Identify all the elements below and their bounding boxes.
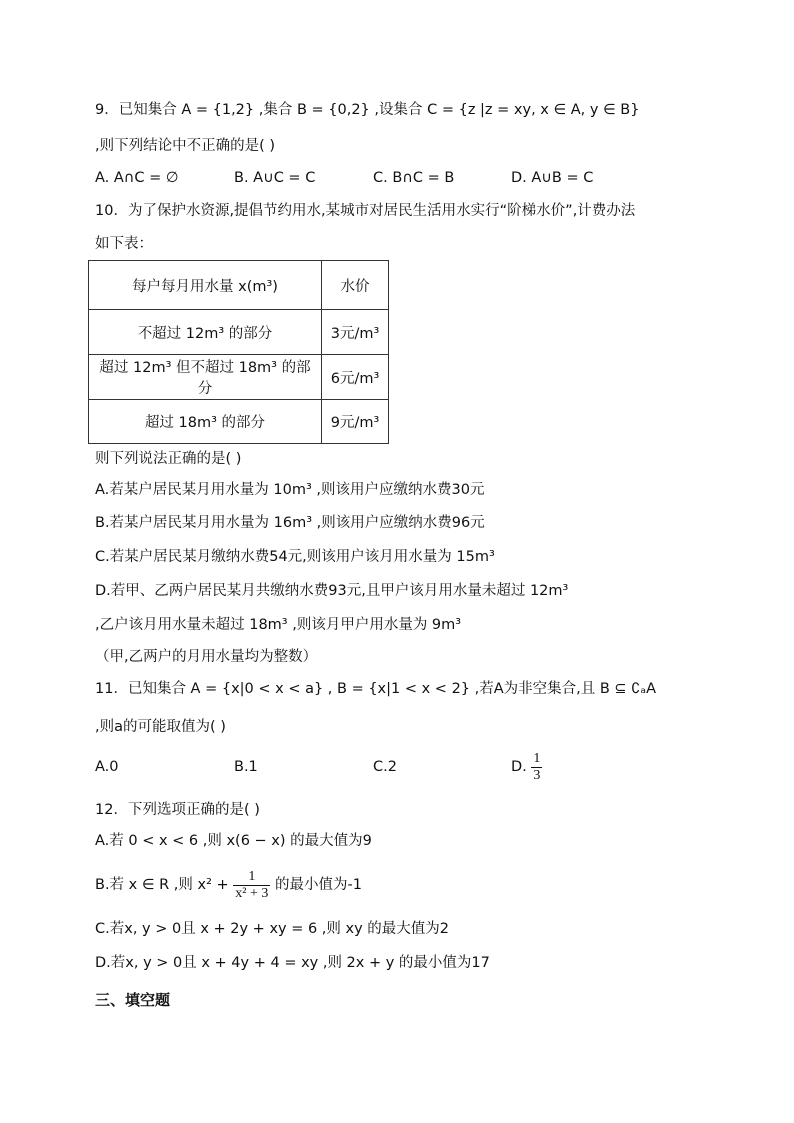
q9-option-a: A. A∩C = ∅ xyxy=(95,170,179,186)
q11-stem-continued: ,则a的可能取值为( ) xyxy=(95,719,226,735)
q12-option-b xyxy=(95,866,362,904)
q11-option-d-label: D. xyxy=(511,759,527,775)
q10-note: （甲,乙两户的月用水量均为整数） xyxy=(95,649,318,665)
table-cell-usage: 超过 18m³ 的部分 xyxy=(89,400,322,444)
fraction-numerator: 1 xyxy=(233,869,270,886)
table-cell-usage: 超过 12m³ 但不超过 18m³ 的部分 xyxy=(89,355,322,400)
q11-option-d-fraction xyxy=(531,751,542,784)
q12-option-b-fraction xyxy=(233,869,270,902)
q10-option-d-continued: ,乙户该月用水量未超过 18m³ ,则该月甲户用水量为 9m³ xyxy=(95,617,462,633)
table-cell-price: 9元/m³ xyxy=(322,400,389,444)
q10-prompt: 则下列说法正确的是( ) xyxy=(95,451,242,467)
table-header-price: 水价 xyxy=(322,261,389,310)
q10-option-a: A.若某户居民某月用水量为 10m³ ,则该用户应缴纳水费30元 xyxy=(95,482,485,498)
q12-option-b-suffix: 的最小值为-1 xyxy=(274,877,362,893)
q9-option-b: B. A∪C = C xyxy=(234,170,316,186)
table-cell-price: 6元/m³ xyxy=(322,355,389,400)
q10-option-c: C.若某户居民某月缴纳水费54元,则该用户该月用水量为 15m³ xyxy=(95,549,495,565)
q12-stem: 12．下列选项正确的是( ) xyxy=(95,802,260,818)
q9-stem: 9．已知集合 A = {1,2} ,集合 B = {0,2} ,设集合 C = {z |z = xy, x ∈ A, y ∈ B} xyxy=(95,102,640,118)
table-row xyxy=(89,355,389,400)
q10-option-d: D.若甲、乙两户居民某月共缴纳水费93元,且甲户该月用水量未超过 12m³ xyxy=(95,583,569,599)
q11-stem: 11．已知集合 A = {x|0 < x < a} , B = {x|1 < x < 2} ,若A为非空集合,且 B ⊆ ∁ₐA xyxy=(95,681,657,697)
table-cell-price: 3元/m³ xyxy=(322,310,389,355)
q10-option-b: B.若某户居民某月用水量为 16m³ ,则该用户应缴纳水费96元 xyxy=(95,515,485,531)
q11-option-b: B.1 xyxy=(234,759,258,775)
water-price-table xyxy=(88,260,389,444)
table-header-row xyxy=(89,261,389,310)
table-row xyxy=(89,400,389,444)
fraction-denominator: x² + 3 xyxy=(235,885,269,901)
q12-option-a: A.若 0 < x < 6 ,则 x(6 − x) 的最大值为9 xyxy=(95,833,372,849)
table-row xyxy=(89,310,389,355)
q10-stem: 10．为了保护水资源,提倡节约用水,某城市对居民生活用水实行“阶梯水价”,计费办法 xyxy=(95,203,636,219)
table-cell-usage: 不超过 12m³ 的部分 xyxy=(89,310,322,355)
q11-option-d xyxy=(511,748,542,786)
q9-stem-continued: ,则下列结论中不正确的是( ) xyxy=(95,138,276,154)
fraction-numerator: 1 xyxy=(533,750,541,766)
table-header-usage: 每户每月用水量 x(m³) xyxy=(89,261,322,310)
q9-option-d: D. A∪B = C xyxy=(511,170,594,186)
q12-option-d: D.若x, y > 0且 x + 4y + 4 = xy ,则 2x + y 的最小值为17 xyxy=(95,955,490,971)
q12-option-b-prefix: B.若 x ∈ R ,则 x² + xyxy=(95,877,229,893)
section-heading-fill-in: 三、填空题 xyxy=(95,991,171,1009)
q9-option-c: C. B∩C = B xyxy=(373,170,455,186)
q11-option-c: C.2 xyxy=(373,759,397,775)
q10-stem-continued: 如下表： xyxy=(95,236,153,252)
fraction-denominator: 3 xyxy=(533,767,541,783)
q11-option-a: A.0 xyxy=(95,759,119,775)
q12-option-c: C.若x, y > 0且 x + 2y + xy = 6 ,则 xy 的最大值为2 xyxy=(95,921,450,937)
